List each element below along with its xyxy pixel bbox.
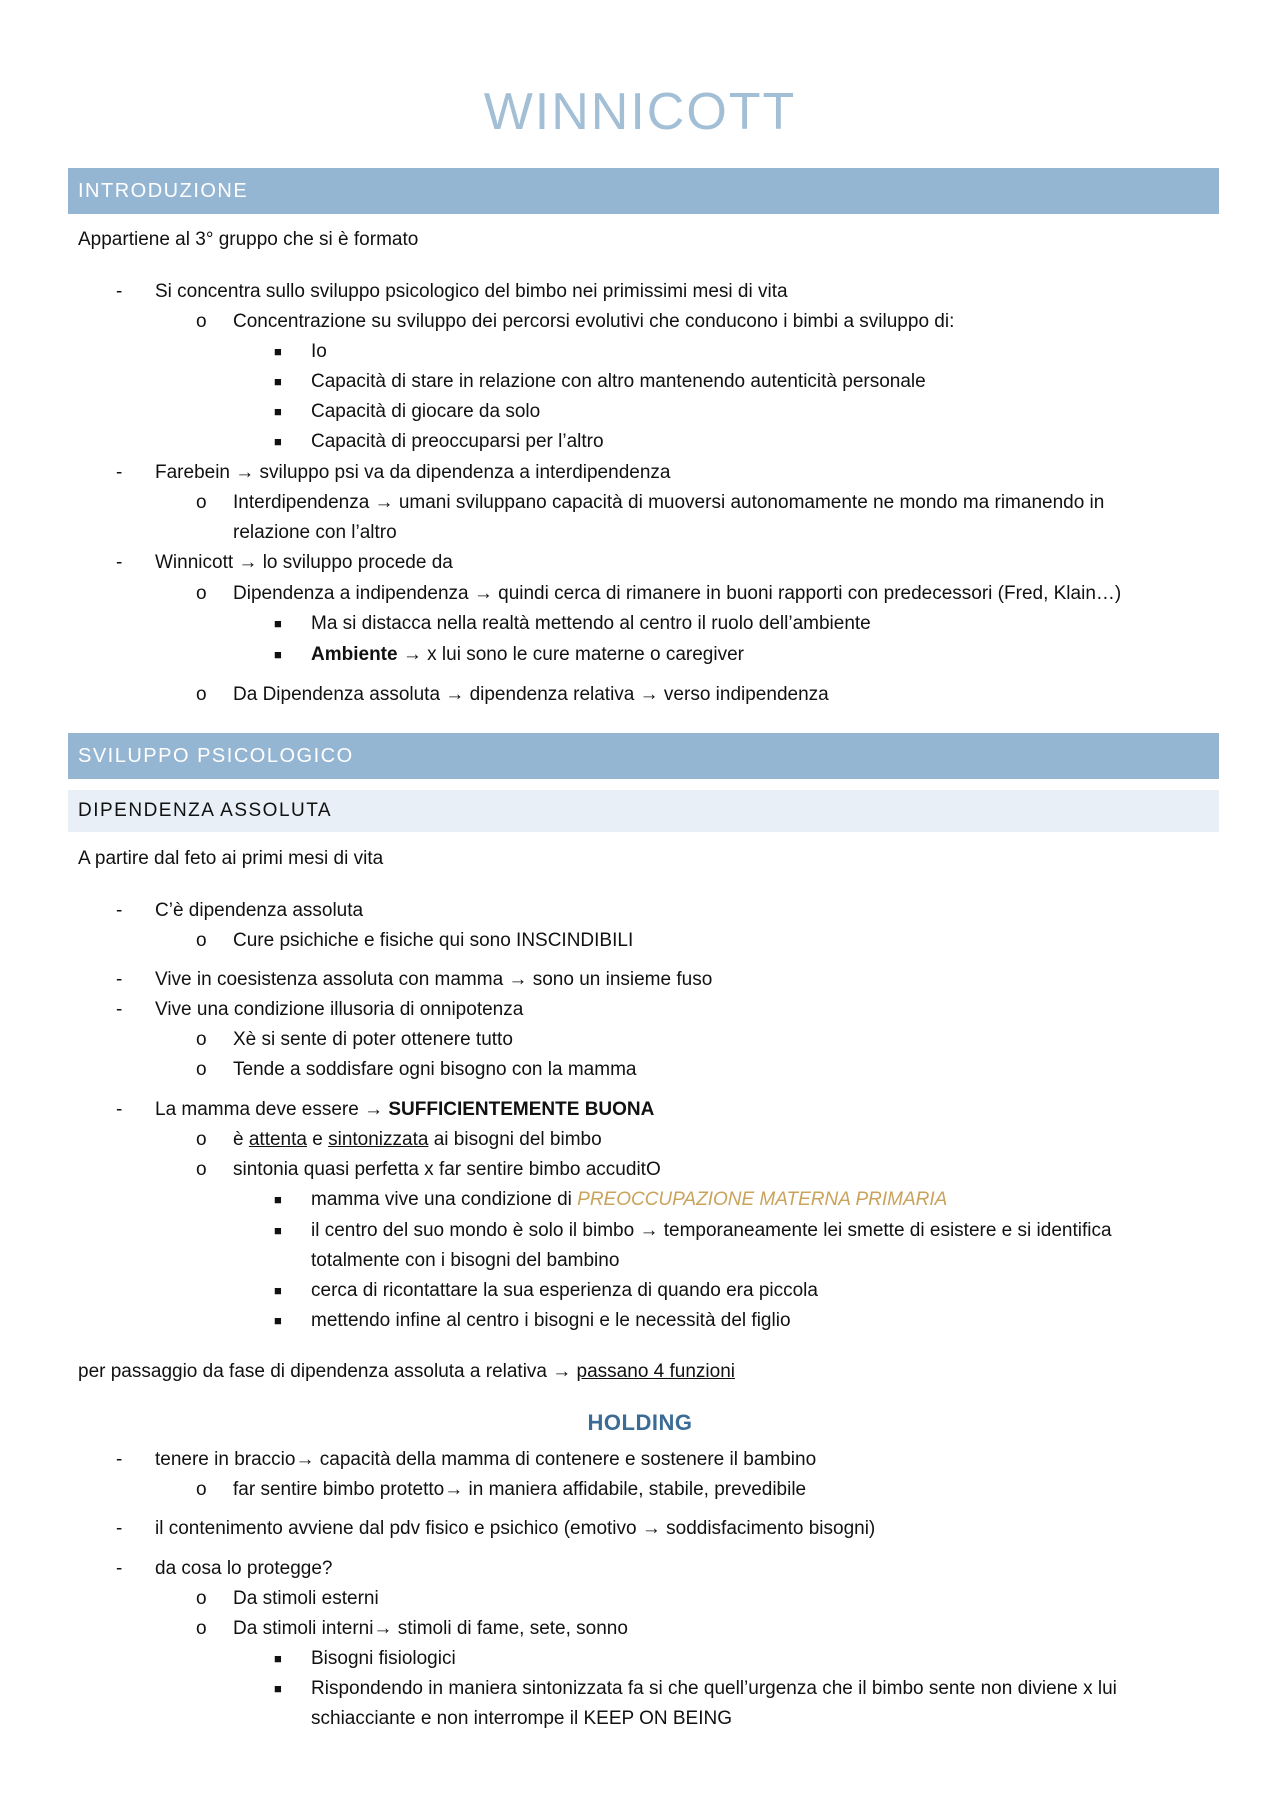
underlined-term: sintonizzata bbox=[328, 1129, 429, 1150]
dash-bullet: - bbox=[116, 900, 123, 921]
list-item: Farebein → sviluppo psi va da dipendenza a interdipendenza bbox=[155, 462, 671, 483]
square-bullet: ■ bbox=[274, 1681, 282, 1696]
list-item: il centro del suo mondo è solo il bimbo → temporaneamente lei smette di esistere e si identifica bbox=[311, 1220, 1112, 1241]
list-item-continuation: totalmente con i bisogni del bambino bbox=[311, 1250, 620, 1271]
circle-bullet: o bbox=[196, 492, 207, 513]
dash-bullet: - bbox=[116, 1449, 123, 1470]
list-item: Dipendenza a indipendenza → quindi cerca di rimanere in buoni rapporti con predecessori (Fred, Klain…) bbox=[233, 583, 1122, 604]
holding-heading: HOLDING bbox=[587, 1410, 693, 1435]
list-item: cerca di ricontattare la sua esperienza di quando era piccola bbox=[311, 1280, 818, 1301]
list-item: Ma si distacca nella realtà mettendo al centro il ruolo dell’ambiente bbox=[311, 613, 871, 634]
circle-bullet: o bbox=[196, 1059, 207, 1080]
circle-bullet: o bbox=[196, 1618, 207, 1639]
circle-bullet: o bbox=[196, 1129, 207, 1150]
list-item: Vive in coesistenza assoluta con mamma → sono un insieme fuso bbox=[155, 969, 713, 990]
list-item: Bisogni fisiologici bbox=[311, 1648, 456, 1669]
section-header-introduzione: INTRODUZIONE bbox=[68, 168, 1219, 214]
square-bullet: ■ bbox=[274, 1283, 282, 1298]
list-item: Si concentra sullo sviluppo psicologico del bimbo nei primissimi mesi di vita bbox=[155, 281, 788, 302]
bold-term: SUFFICIENTEMENTE BUONA bbox=[388, 1099, 655, 1120]
circle-bullet: o bbox=[196, 1029, 207, 1050]
text-run: è bbox=[233, 1129, 249, 1150]
list-item: da cosa lo protegge? bbox=[155, 1558, 333, 1579]
circle-bullet: o bbox=[196, 1588, 207, 1609]
text-run: per passaggio da fase di dipendenza assoluta a relativa → bbox=[78, 1361, 577, 1382]
square-bullet: ■ bbox=[274, 404, 282, 419]
section-lead: A partire dal feto ai primi mesi di vita bbox=[78, 848, 384, 869]
list-item-continuation: schiacciante e non interrompe il KEEP ON BEING bbox=[311, 1708, 733, 1729]
list-item: Tende a soddisfare ogni bisogno con la mamma bbox=[233, 1059, 637, 1080]
list-item: Capacità di stare in relazione con altro mantenendo autenticità personale bbox=[311, 371, 926, 392]
underlined-term: attenta bbox=[248, 1129, 307, 1150]
square-bullet: ■ bbox=[274, 647, 282, 662]
square-bullet: ■ bbox=[274, 344, 282, 359]
list-item: tenere in braccio→ capacità della mamma di contenere e sostenere il bambino bbox=[155, 1449, 817, 1470]
dash-bullet: - bbox=[116, 1518, 123, 1539]
square-bullet: ■ bbox=[274, 616, 282, 631]
list-item: Winnicott → lo sviluppo procede da bbox=[155, 552, 453, 573]
circle-bullet: o bbox=[196, 1479, 207, 1500]
list-item: Da stimoli interni→ stimoli di fame, sete, sonno bbox=[233, 1618, 628, 1639]
dash-bullet: - bbox=[116, 969, 123, 990]
text-run: La mamma deve essere → bbox=[155, 1099, 389, 1120]
list-item: Capacità di preoccuparsi per l’altro bbox=[311, 431, 604, 452]
square-bullet: ■ bbox=[274, 434, 282, 449]
circle-bullet: o bbox=[196, 311, 207, 332]
list-item-continuation: relazione con l’altro bbox=[233, 522, 397, 543]
square-bullet: ■ bbox=[274, 1223, 282, 1238]
list-item: Xè si sente di poter ottenere tutto bbox=[233, 1029, 513, 1050]
page-title: WINNICOTT bbox=[483, 83, 797, 141]
square-bullet: ■ bbox=[274, 1313, 282, 1328]
list-item: sintonia quasi perfetta x far sentire bimbo accuditO bbox=[233, 1159, 661, 1180]
text-run: mamma vive una condizione di bbox=[311, 1189, 578, 1210]
underlined-term: passano 4 funzioni bbox=[576, 1361, 735, 1382]
list-item: Capacità di giocare da solo bbox=[311, 401, 541, 422]
list-item: far sentire bimbo protetto→ in maniera affidabile, stabile, prevedibile bbox=[233, 1479, 807, 1500]
square-bullet: ■ bbox=[274, 374, 282, 389]
dash-bullet: - bbox=[116, 281, 123, 302]
square-bullet: ■ bbox=[274, 1651, 282, 1666]
list-item: Cure psichiche e fisiche qui sono INSCINDIBILI bbox=[233, 930, 634, 951]
circle-bullet: o bbox=[196, 1159, 207, 1180]
list-item bbox=[311, 1188, 947, 1212]
list-item bbox=[233, 1128, 602, 1152]
list-item bbox=[311, 643, 744, 667]
list-item: Da Dipendenza assoluta → dipendenza relativa → verso indipendenza bbox=[233, 684, 829, 705]
list-item: Interdipendenza → umani sviluppano capacità di muoversi autonomamente ne mondo ma rimanendo in bbox=[233, 492, 1105, 513]
section-header-sviluppo: SVILUPPO PSICOLOGICO bbox=[68, 733, 1219, 779]
dash-bullet: - bbox=[116, 462, 123, 483]
list-item: Rispondendo in maniera sintonizzata fa si che quell’urgenza che il bimbo sente non diviene x lui bbox=[311, 1678, 1117, 1699]
square-bullet: ■ bbox=[274, 1192, 282, 1207]
list-item: Da stimoli esterni bbox=[233, 1588, 379, 1609]
list-item: il contenimento avviene dal pdv fisico e psichico (emotivo → soddisfacimento bisogni) bbox=[155, 1518, 876, 1539]
text-run: e bbox=[306, 1129, 329, 1150]
list-item: C’è dipendenza assoluta bbox=[155, 900, 364, 921]
intro-lead: Appartiene al 3° gruppo che si è formato bbox=[78, 229, 419, 250]
circle-bullet: o bbox=[196, 684, 207, 705]
list-item: Vive una condizione illusoria di onnipotenza bbox=[155, 999, 524, 1020]
paragraph bbox=[78, 1360, 735, 1384]
circle-bullet: o bbox=[196, 583, 207, 604]
dash-bullet: - bbox=[116, 552, 123, 573]
list-item bbox=[155, 1098, 654, 1122]
term-definition: → x lui sono le cure materne o caregiver bbox=[397, 644, 744, 665]
list-item: mettendo infine al centro i bisogni e le necessità del figlio bbox=[311, 1310, 791, 1331]
text-run: ai bisogni del bimbo bbox=[428, 1129, 602, 1150]
dash-bullet: - bbox=[116, 1558, 123, 1579]
dash-bullet: - bbox=[116, 999, 123, 1020]
circle-bullet: o bbox=[196, 930, 207, 951]
highlighted-term: PREOCCUPAZIONE MATERNA PRIMARIA bbox=[577, 1189, 948, 1210]
subsection-header-dipendenza: DIPENDENZA ASSOLUTA bbox=[68, 790, 1219, 832]
list-item: Io bbox=[311, 341, 327, 362]
bold-term: Ambiente bbox=[311, 644, 398, 665]
list-item: Concentrazione su sviluppo dei percorsi evolutivi che conducono i bimbi a sviluppo di: bbox=[233, 311, 955, 332]
dash-bullet: - bbox=[116, 1099, 123, 1120]
